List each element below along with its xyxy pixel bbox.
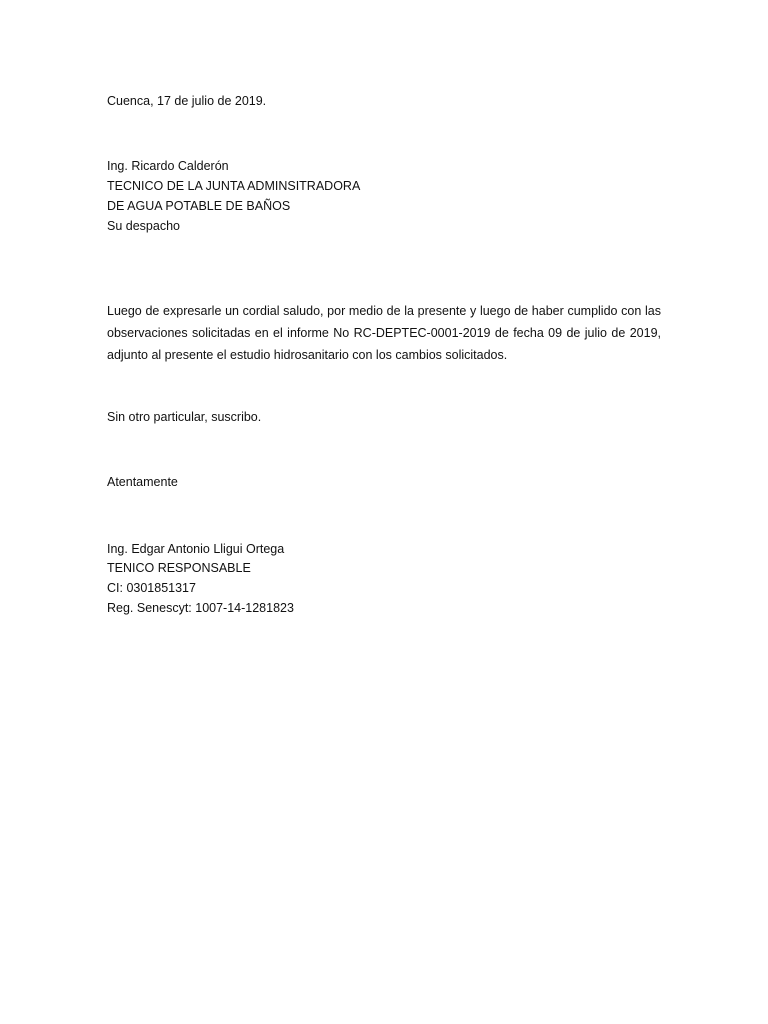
signer-registration: Reg. Senescyt: 1007-14-1281823 <box>107 601 294 615</box>
closing-line: Sin otro particular, suscribo. <box>107 410 262 424</box>
recipient-title-line2: DE AGUA POTABLE DE BAÑOS <box>107 199 291 213</box>
body-line-2: observaciones solicitadas en el informe No RC-DEPTEC-0001-2019 de fecha 09 de julio de 2019, <box>107 326 661 340</box>
signer-name: Ing. Edgar Antonio Lligui Ortega <box>107 542 285 556</box>
recipient-office: Su despacho <box>107 219 180 233</box>
date-line: Cuenca, 17 de julio de 2019. <box>107 94 267 108</box>
recipient-title-line1: TECNICO DE LA JUNTA ADMINSITRADORA <box>107 179 361 193</box>
salutation: Atentamente <box>107 475 178 489</box>
body-paragraph <box>107 300 661 366</box>
recipient-name: Ing. Ricardo Calderón <box>107 159 229 173</box>
signer-role: TENICO RESPONSABLE <box>107 561 251 575</box>
signer-ci: CI: 0301851317 <box>107 581 196 595</box>
body-line-3: adjunto al presente el estudio hidrosanitario con los cambios solicitados. <box>107 348 508 362</box>
body-line-1: Luego de expresarle un cordial saludo, por medio de la presente y luego de haber cumplido con las <box>107 304 661 318</box>
